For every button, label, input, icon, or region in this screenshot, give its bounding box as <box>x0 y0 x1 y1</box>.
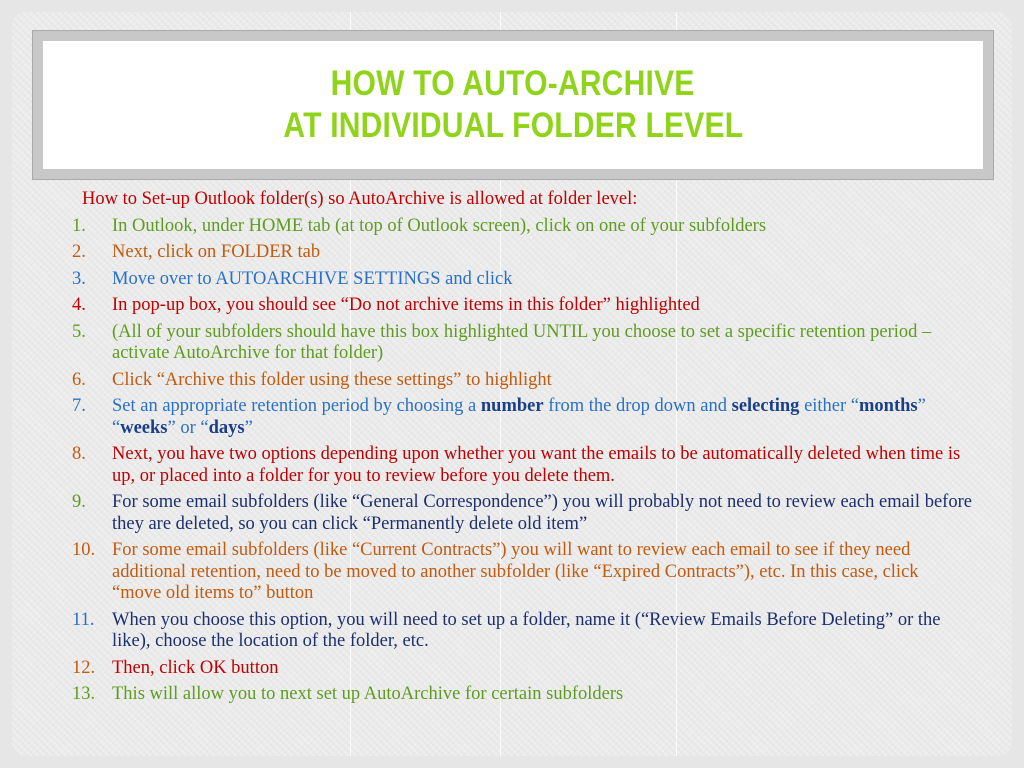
content-body <box>72 189 972 711</box>
bold-months: months <box>859 396 918 416</box>
list-item <box>72 492 972 535</box>
title-box <box>43 41 983 169</box>
list-item <box>72 610 972 653</box>
item-text-part: Set an appropriate retention period by choosing a <box>112 396 481 416</box>
list-item <box>72 444 972 487</box>
item-text: Next, you have two options depending upon whether you want the emails to be automatically deleted when time is up, or placed into a folder for you to review before you delete them. <box>112 444 961 486</box>
list-item <box>72 322 972 365</box>
title-line-1: HOW TO AUTO-ARCHIVE <box>331 64 695 103</box>
item-text-part: from the drop down and <box>543 396 732 416</box>
list-item <box>72 540 972 605</box>
steps-list <box>72 216 972 706</box>
bold-number: number <box>480 396 544 416</box>
item-text: Next, click on FOLDER tab <box>112 242 321 262</box>
item-number: 4. <box>72 295 86 315</box>
item-number: 10. <box>72 540 96 560</box>
item-text: For some email subfolders (like “Current Contracts”) you will want to review each email to see if they need additional retention, need to be moved to another subfolder (like “Expired Contracts”), etc. In this case, click “move old items to” button <box>112 540 919 603</box>
item-text-part: ” <box>244 417 253 438</box>
item-number: 12. <box>72 657 96 678</box>
item-number: 8. <box>72 444 86 464</box>
item-number: 3. <box>72 268 86 289</box>
item-text: In Outlook, under HOME tab (at top of Outlook screen), click on one of your subfolders <box>112 215 767 236</box>
list-item <box>72 370 972 392</box>
item-text-part: ” “ <box>112 396 926 438</box>
item-text: Then, click OK button <box>112 657 279 678</box>
item-text: In pop-up box, you should see “Do not archive items in this folder” highlighted <box>112 295 700 315</box>
item-number: 5. <box>72 321 86 342</box>
title-line-2: AT INDIVIDUAL FOLDER LEVEL <box>283 106 743 145</box>
list-item <box>72 658 972 680</box>
item-text: For some email subfolders (like “General Correspondence”) you will probably not need to review each email before they are deleted, so you can click “Permanently delete old item” <box>112 492 972 534</box>
item-text: This will allow you to next set up AutoArchive for certain subfolders <box>112 684 624 704</box>
item-number: 1. <box>72 215 86 236</box>
bold-days: days <box>208 417 245 438</box>
list-item <box>72 242 972 264</box>
item-number: 6. <box>72 369 86 390</box>
item-text: Click “Archive this folder using these settings” to highlight <box>112 369 552 390</box>
item-text: When you choose this option, you will need to set up a folder, name it (“Review Emails Before Deleting” or the like), choose the location of the folder, etc. <box>112 609 941 651</box>
item-text: Move over to AUTOARCHIVE SETTINGS and click <box>112 268 513 289</box>
list-item <box>72 295 972 317</box>
list-item <box>72 269 972 291</box>
list-item <box>72 216 972 238</box>
list-item <box>72 396 972 439</box>
bold-selecting: selecting <box>731 396 800 416</box>
item-number: 9. <box>72 492 86 512</box>
item-number: 7. <box>72 396 86 416</box>
item-text <box>112 396 972 439</box>
intro-text: How to Set-up Outlook folder(s) so AutoArchive is allowed at folder level: <box>82 189 638 209</box>
bold-weeks: weeks <box>120 417 168 438</box>
title-frame <box>32 30 994 180</box>
list-item <box>72 684 972 706</box>
item-number: 11. <box>72 609 95 630</box>
item-text-part: either “ <box>799 396 860 416</box>
item-text: (All of your subfolders should have this box highlighted UNTIL you choose to set a specific retention period – activate AutoArchive for that folder) <box>112 321 932 363</box>
item-number: 13. <box>72 684 96 704</box>
item-number: 2. <box>72 242 86 262</box>
item-text-part: ” or “ <box>167 417 209 438</box>
slide <box>12 12 1012 756</box>
